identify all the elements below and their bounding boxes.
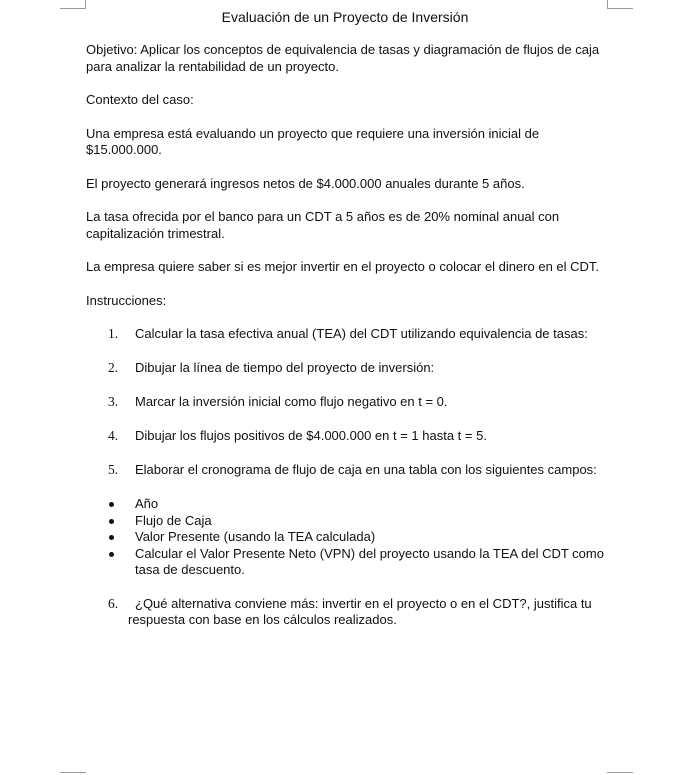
instruction-text: Marcar la inversión inicial como flujo negativo en t = 0. [135,394,448,409]
bullet-dot [109,519,114,524]
bullet-dot [109,502,114,507]
context-paragraph: Una empresa está evaluando un proyecto que requiere una inversión inicial de $15.000.000. [86,125,540,157]
fields-list [86,496,606,579]
instructions-heading: Instrucciones: [86,292,167,308]
field-item [86,529,606,546]
field-text: Valor Presente (usando la TEA calculada) [135,529,376,544]
instruction-text: Elaborar el cronograma de flujo de caja en una tabla con los siguientes campos: [135,462,597,477]
field-text: Año [135,496,159,511]
field-item [86,546,606,579]
instruction-item [86,462,606,479]
instruction-item [86,394,606,411]
bullet-dot [109,535,114,540]
document-body [86,42,606,646]
instruction-text: Calcular la tasa efectiva anual (TEA) del CDT utilizando equivalencia de tasas: [135,326,588,341]
document-title: Evaluación de un Proyecto de Inversión [221,9,469,25]
instruction-number: 6. [108,595,119,611]
field-item [86,513,606,530]
field-text: Calcular el Valor Presente Neto (VPN) del proyecto usando la TEA del CDT como tasa de descuento. [135,545,604,577]
context-heading: Contexto del caso: [86,92,194,107]
instruction-number: 5. [108,462,119,477]
instruction-number: 1. [108,326,119,341]
context-paragraph: La empresa quiere saber si es mejor invertir en el proyecto o colocar el dinero en el CDT. [86,259,600,274]
instruction-text: ¿Qué alternativa conviene más: invertir en el proyecto o en el CDT?, justifica tu respuesta con base en los cálculos realizados. [128,595,592,627]
instruction-item [86,596,606,629]
instructions-list [86,326,606,479]
crop-mark-top-left-vertical [85,0,86,8]
field-item [86,496,606,513]
instruction-text: Dibujar los flujos positivos de $4.000.000 en t = 1 hasta t = 5. [135,428,487,443]
bullet-dot [109,552,114,557]
instruction-item [86,428,606,445]
instruction-number: 3. [108,394,119,409]
instruction-text: Dibujar la línea de tiempo del proyecto de inversión: [135,360,435,375]
crop-mark-bottom-left [60,772,86,773]
instruction-number: 2. [108,360,119,375]
instruction-item [86,326,606,343]
instructions-list-continued [86,596,606,629]
instruction-item [86,360,606,377]
crop-mark-bottom-right [607,772,633,773]
objective-paragraph: Objetivo: Aplicar los conceptos de equivalencia de tasas y diagramación de flujos de caja para analizar la rentabilidad de un proyecto. [86,42,600,74]
crop-mark-top-right-vertical [607,0,608,8]
field-text: Flujo de Caja [135,512,212,528]
context-paragraph: El proyecto generará ingresos netos de $4.000.000 anuales durante 5 años. [86,175,525,191]
instruction-number: 4. [108,428,119,443]
context-paragraph: La tasa ofrecida por el banco para un CDT a 5 años es de 20% nominal anual con capitalización trimestral. [86,209,560,241]
